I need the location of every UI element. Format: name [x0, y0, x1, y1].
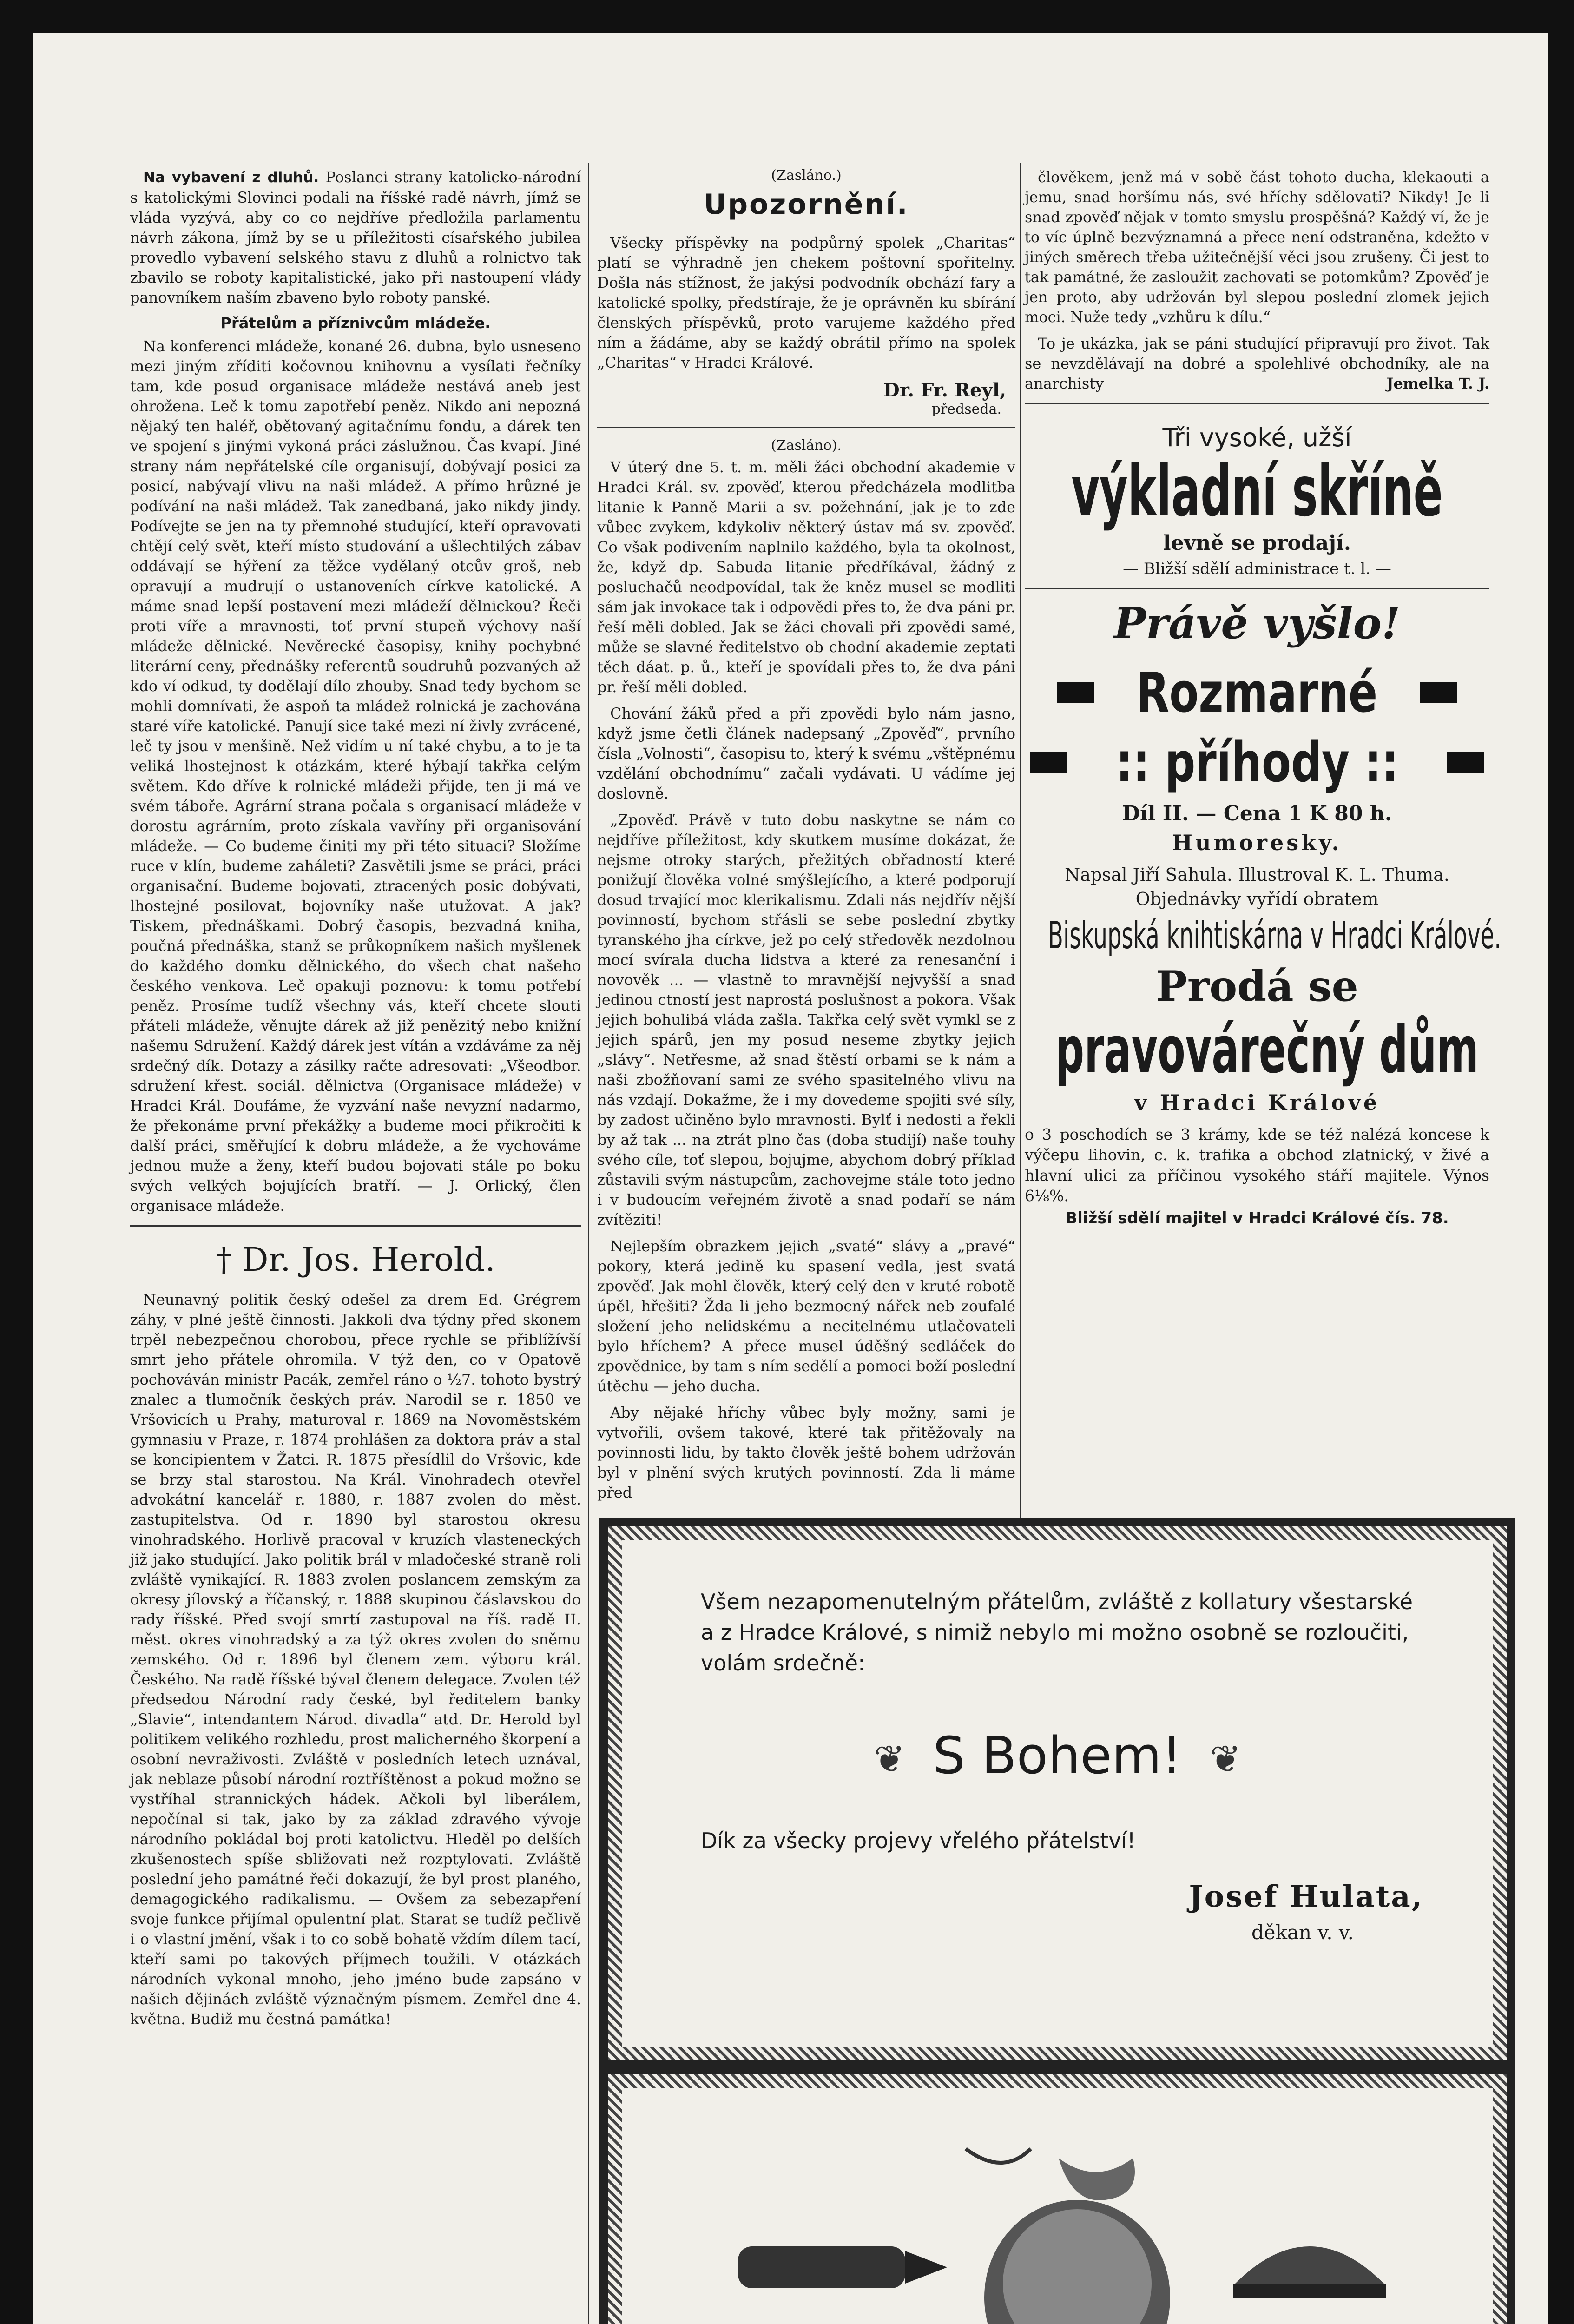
branch-stroke	[966, 2149, 1031, 2163]
confession-text-5: Aby nějaké hříchy vůbec byly možny, sami je vytvořili, ovšem takové, které tak přitěžovaly na povinnosti lidu, by takto člověk ještě bohem udržován byl v plnění svých krutých povinností. Zda li máme před	[597, 1404, 1015, 1501]
confession-text-4: Nejlepším obrazkem jejich „svaté“ slávy a „pravé“ pokory, která jedině ku spasení vedla, jest svatá zpověď. Jak mohl člověk, který celý den v kruté robotě úpěl, hřešiti? Žda li jeho bezmocný nářek neb zoufalé složení jeho nelidskému a necitelnému utlačovateli bylo hříchem? A přece musel úděšný sedláček do zpovědnice, by tam s ním sedělí a pomoci boží poslední útěchu — jeho ducha.	[597, 1237, 1015, 1395]
ad-shop-windows	[1025, 423, 1489, 578]
black-bar	[1420, 682, 1457, 703]
ad-book-genre: Humoresky.	[1172, 830, 1342, 855]
ad-book-title-row-2	[1025, 727, 1489, 797]
ad-brewery-top: Prodá se	[1156, 962, 1358, 1011]
divider	[597, 427, 1015, 428]
confession-closing-text: To je ukázka, jak se páni studující připravují pro život. Tak se nevzdělávají na dobré a spolehlivé obchodníky, ale na anarchisty	[1025, 335, 1489, 392]
article-debt-relief-text: Poslanci strany katolicko-národní s katolickými Slovinci podali na říšské radě návrh, jímž se vláda vyzývá, aby co co nejdříve předložila parlamentu návrh zákona, jímž by se u příležitosti císařského jubilea provedlo vybavení selského stavu z dluhů a rolnictvo tak zbavilo se roboty kapitalistické, jako při nastoupení vlády panovníkem naším zbaveno bylo roboty panské.	[130, 168, 581, 306]
ad-shop-windows-contact: — Bližší sdělí administrace t. l. —	[1123, 560, 1391, 578]
ad-shop-windows-title: výkladní skříně	[1071, 451, 1443, 532]
thanks-farewell	[622, 1726, 1493, 1785]
beekeeping-ad	[622, 2088, 1493, 2324]
beekeeping-tools-illustration	[678, 2130, 1437, 2324]
ad-brewery	[1025, 962, 1489, 1228]
notice-signature: Dr. Fr. Reyl,	[883, 379, 1006, 401]
ad-book-title-row-1	[1025, 658, 1489, 727]
black-bar	[1030, 752, 1067, 773]
thanks-farewell-text: S Bohem!	[933, 1726, 1182, 1785]
confession-text-1: V úterý dne 5. t. m. měli žáci obchodní akademie v Hradci Král. sv. zpověď, kterou předcházela modlitba litanie k Panně Marii a sv. požehnání, jak je to zde vůbec zvykem, kdykoliv některý ústav má sv. zpověď. Co však podivením naplnilo každého, byla ta okolnost, že, když dp. Sabuda litanie předříkával, žádný z posluchačů neodpovídal, tak že kněz musel se modliti sám jak invokace tak i odpovědi přes to, že dva páni pr. řeší měli dobled. Jak se žáci chovali při zpovědi samé, může se slavné ředitelstvo ob chodní akademie zeptati těch dáat. p. ů., kteří je spovídali přes to, že dva páni pr. řeší měli dobled.	[597, 458, 1015, 696]
black-bar	[1057, 682, 1094, 703]
thanks-gratitude: Dík za všecky projevy vřelého přátelství!	[701, 1828, 1136, 1853]
ad-book-shop: Biskupská knihtiskárna v Hradci Králové.	[1048, 914, 1502, 957]
ad-book-title-2: :: příhody ::	[1115, 730, 1399, 794]
thanks-notice-frame	[599, 1518, 1515, 2069]
smoker-nozzle-shape	[905, 2251, 947, 2284]
column-rule-2	[1020, 163, 1021, 1590]
leaf-branch-shape	[1059, 2158, 1135, 2200]
flourish-ornament: ❦	[1210, 1737, 1241, 1781]
ad-book-kicker: Právě vyšlo!	[1113, 598, 1401, 648]
label-zaslano: (Zasláno).	[771, 437, 842, 454]
ad-brewery-contact: Bližší sdělí majitel v Hradci Králové čís. 78.	[1065, 1209, 1449, 1228]
column-right	[1025, 167, 1502, 1228]
smoker-body-shape	[738, 2246, 905, 2288]
ad-brewery-city: v Hradci Králové	[1134, 1090, 1380, 1115]
divider	[130, 1225, 581, 1227]
column-left	[130, 167, 581, 2324]
notice-title: Upozornění.	[704, 188, 909, 221]
confession-text-2: Chování žáků před a při zpovědi bylo nám jasno, když jsme četli článek nadepsaný „Zpověď“, prvního čísla „Volnosti“, časopisu to, který k svému „vštěpnému vzdělání obchodnímu“ začali vydávati. U vádíme jej doslovně.	[597, 705, 1015, 802]
thanks-signature-role: děkan v. v.	[1251, 1921, 1354, 1944]
confession-continued: člověkem, jenž má v sobě část tohoto ducha, klekaouti a jemu, snad horšímu nás, své hříchy sdělovati? Nikdy! Je li snad zpověď nějak v tomto smyslu prospěšná? Každý ví, že je to víc úplně bezvýznamná a přece není odstraněna, kdežto v jiných směrech třeba užitečnější věci jsou zrušeny. Či jest to tak památné, že zasloužit zachovati se potomkům? Zpověď je jen proto, aby udržován byl slepou poslední zlomek jejich moci. Nuže tedy „vzhůru k dílu.“	[1025, 168, 1489, 326]
ad-brewery-text: o 3 poschodích se 3 krámy, kde se též nalézá koncese k výčepu lihovin, c. k. trafika a obchod zlatnický, v živé a hlavní ulici za příčinou vysokého stáří majitele. Výnos 6⅛%.	[1025, 1125, 1489, 1205]
ad-brewery-title: pravovárečný dům	[1055, 1012, 1479, 1088]
obituary-text: Neunavný politik český odešel za drem Ed. Grégrem záhy, v plné ještě činnosti. Jakkoli dva týdny před skonem trpěl nebezpečnou chorobou, přece rychle se přiblížívší smrt jeho přátele ohromila. V týž den, co v Opatově pochováván ministr Pacák, zemřel ráno o ½7. tohoto bystrý znalec a tlumočník českých práv. Narodil se r. 1850 ve Vršovicích u Prahy, maturoval r. 1869 na Novoměstském gymnasiu v Praze, r. 1874 prohlášen za doktora práv a stal se koncipientem v Žatci. R. 1875 přesídlil do Vršovic, kde se brzy stal starostou. Na Král. Vinohradech otevřel advokátní kancelář r. 1880, r. 1887 zvolen do měst. zastupitelstva. Od r. 1890 byl starostou okresu vinohradského. Horlivě pracoval v kruzích vlasteneckých již jako studující. Jako politik brál v mladočeské straně roli zvláště vynikající. R. 1883 zvolen poslancem zemským za okresy jílovský a říčanský, r. 1888 skupinou čáslavskou do rady říšské. Před svojí smrtí zastupoval na říš. radě II. měst. okres vinohradský a za týž okres zvolen do sněmu zemského. Od r. 1896 byl členem zem. výboru král. Českého. Na radě říšské býval členem delegace. Zvolen též předsedou Národní rady české, byl ředitelem banky „Slavie“, intendantem Národ. divadla“ atd. Dr. Herold byl politikem velikého rozhledu, prost malicherného škorpení a osobní nevraživosti. Zvláště v posledních letech uznával, jak neblaze působí národní roztříštěnost a pokud možno se vystříhal strannických hádek. Ačkoli byl liberálem, nepočínal si tak, jako by za základ zdravého vývoje národního pokládal boj proti katolictvu. Hleděl po delších zkušenostech spíše sbližovati než rozptylovati. Zvláště poslední jeho památné řeči dokazují, že byl prost planého, demagogického radikalismu. — Ovšem za sebezapření svoje funkce přijímal opulentní plat. Starat se tudíž pečlivě i o vlastní jmění, však i to co sobě bohatě vždím dílem tací, kteří sami po takových příjmech toužili. V otázkách národních vykonal mnoho, jeho jméno bude zapsáno v našich dějinách zvláště význačným písmem. Zemřel dne 4. května. Budiž mu čestná památka!	[130, 1291, 581, 2028]
thanks-signature: Josef Hulata,	[1189, 1879, 1423, 1914]
bee-veil-brim-shape	[1233, 2284, 1386, 2298]
divider	[1025, 403, 1489, 404]
ad-book-author: Napsal Jiří Sahula. Illustroval K. L. Thuma.	[1065, 865, 1449, 885]
confession-closing	[1025, 334, 1489, 394]
black-bar	[1447, 752, 1484, 773]
notice-signature-role: předseda.	[931, 401, 1001, 417]
divider	[1025, 588, 1489, 589]
ad-book-title-1: Rozmarné	[1136, 660, 1378, 725]
obituary-title: † Dr. Jos. Herold.	[216, 1241, 495, 1279]
thanks-text: Všem nezapomenutelným přátelům, zvláště z kollatury všestarské a z Hradce Králové, s nimiž nebylo mi možno osobně se rozloučiti, volám srdečně:	[701, 1589, 1413, 1676]
runin-debt-relief: Na vybavení z dluhů.	[143, 169, 319, 186]
thanks-notice	[622, 1540, 1493, 2047]
newspaper-page	[33, 33, 1548, 2324]
flourish-ornament: ❦	[874, 1737, 905, 1781]
bee-veil-hat-shape	[1235, 2246, 1384, 2284]
ad-book	[1025, 598, 1502, 957]
ad-book-volume: Díl II. — Cena 1 K 80 h.	[1122, 802, 1392, 825]
article-youth-text: Na konferenci mládeže, konané 26. dubna, bylo usneseno mezi jiným zříditi kočovnou knihovnu a vysílati řečníky tam, kde posud organisace mládeže nestává aneb jest ohrožena. Leč k tomu zapotřebí peněz. Nikdo ani nepozná nějaký ten haléř, obětovaný agitačnímu fondu, a dárek ten ve spojení s jinými vykoná práci záslužnou. Čas kvapí. Jiné strany nám nepřátelské cíle organisují, dobývají posici za posicí, nabývají vlivu na naši mládež. A přímo hrůzné je podívání na naši mládež. Tak zanedbaná, jako nikdy jindy. Podívejte se jen na ty přemnohé studující, kteří opravovati chtějí celý svět, kteří místo studování a ušlechtilých zábav oddávají se hýření za těžce vydělaný otcův groš, neb opravují a mudrují o ustanoveních církve katolické. A máme snad lepší postavení mezi mládeží dělnickou? Řeči proti víře a mravnosti, toť první stupeň výchovy naší mládeže dělnické. Nevěrecké časopisy, knihy pochybné literární ceny, přednášky referentů soudruhů pozvaných až kdo ví odkud, ty dodělají dílo zhouby. Snad tedy bychom se mohli domnívati, že aspoň ta mládež rolnická je zachována staré víře katolické. Panují sice také mezi ní živly zvrácené, leč ty jsou v menšině. Než vidím u ní také chybu, a to je ta veliká lhostejnost k otázkám, které hýbají takřka celým světem. Kdo dříve k rolnické mládeži přijde, ten ji má ve svém táboře. Agrární strana počala s organisací mládeže v dorostu agrárním, proto získala vavříny při organisování mládeže. — Co budeme činiti my při této situaci? Složíme ruce v klín, budeme zaháleti? Zasvětili jsme se práci, práci organisační. Budeme bojovati, ztracených posic dobývati, lhostejné posilovat, bojovníky naše utužovat. A jak? Tiskem, přednáškami. Dobrý časopis, bezvadná kniha, poučná přednáška, stanž se průkopníkem našich myšlenek do každého domku dělnického, do všech chat našeho českého venkova. Leč opakuji poznovu: k tomu potřebí peněz. Prosíme tudíž všechny vás, kteří chcete slouti přáteli mládeže, věnujte dárek až již penězitý nebo knižní našemu Sdružení. Každý dárek jest vítán a vzdáváme za něj srdečný dík. Dotazy a zásilky račte adresovati: „Všeodbor. sdružení křest. sociál. dělnictva (Organisace mládeže) v Hradci Král. Doufáme, že vyzvání naše nevyzní nadarmo, že překonáme první překážky a budeme moci přikročiti k další práci, směřující k dobru mládeže, a že vychováme jednou muže a ženy, kteří budou bojovati stále po boku svých velkých bojujících bratří. — J. Orlický, člen organisace mládeže.	[130, 337, 581, 1215]
heading-youth: Přátelům a příznivcům mládeže.	[220, 314, 491, 332]
ad-book-orders: Objednávky vyřídí obratem	[1135, 889, 1379, 909]
beekeeping-ad-frame	[599, 2066, 1515, 2324]
column-rule-1	[588, 163, 589, 2324]
column-middle	[597, 167, 1015, 1501]
label-zaslano: (Zasláno.)	[771, 167, 842, 184]
ad-shop-windows-sub: levně se prodají.	[1163, 531, 1351, 555]
article-debt-relief	[130, 167, 581, 308]
notice-text: Všecky příspěvky na podpůrný spolek „Charitas“ platí se výhradně jen chekem poštovní spořitelny. Došla nás stížnost, že jakýsi podvodník obchází fary a katolické spolky, předstíraje, že je oprávněn ku sbírání členských příspěvků, proto varujeme každého před ním a žádáme, aby se každý obrátil přímo na spolek „Charitas“ v Hradci Králové.	[597, 234, 1015, 371]
confession-text-3: „Zpověď. Právě v tuto dobu naskytne se nám co nejdříve příležitost, kdy skutkem musíme dokázat, že nejsme otroky starých, přežitých obřadností které ponižují člověka volné smýšlejícího, a které podporují dosud trvající moc klerikalismu. Zdali nás nejdřív nější povinností, bychom střásli se sebe poslední zbytky tyranského jha církve, jež po celý středověk nezdolnou mocí svírala ducha lidstva a které za renesanční i novověk ... — vlastně to mravnější nejvyšší a snad jedinou ctností jest naprostá poslušnost a pokora. Však jejich bohulibá vláda zašla. Takřka celý svět vymkl se z jejich spárů, jen my posud neseme zbytky jejich „slávy“. Netřesme, až snad štěstí orbami se k nám a naši zbožňovaní sami ze svého spasitelného vlivu na nás vzdají. Dokažme, že i my dovedeme spojiti své síly, by zadost učiněno bylo mravnosti. Bylť i nedosti a řekli by až tak ... na ztrát plno čas (doba studijí) naše touhy svého cíle, toť slepou, bojujme, abychom dobrý příklad zůstavili svým nástupcům, zachovejme stále toto jedno i v budoucím veřejném životě a snad podaří se nám zvítěziti!	[597, 811, 1015, 1228]
confession-closing-signature: Jemelka T. J.	[1386, 375, 1489, 392]
ad-shop-windows-top: Tři vysoké, užší	[1162, 423, 1352, 452]
